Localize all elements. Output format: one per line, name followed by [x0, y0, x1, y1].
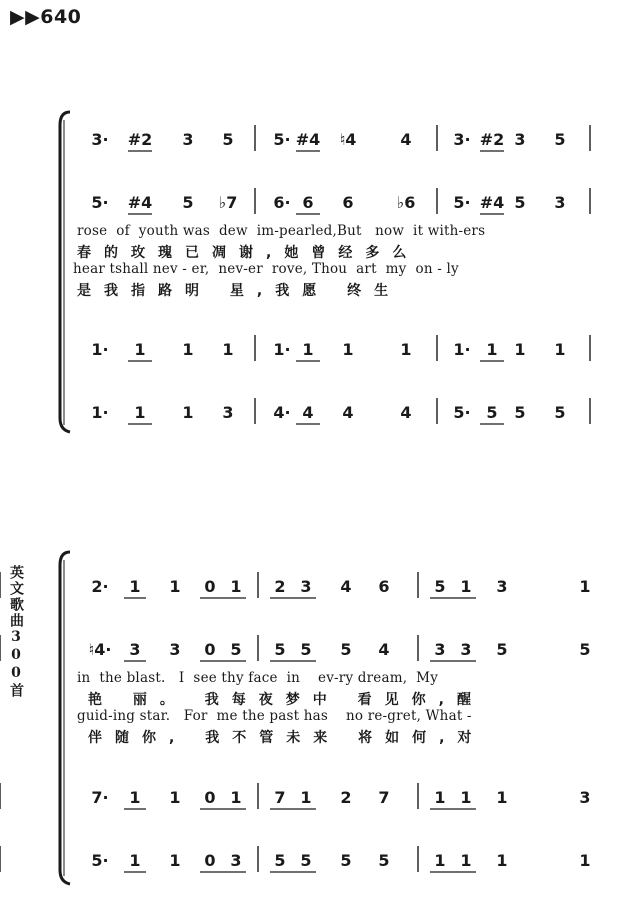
- system1-note: 4: [400, 130, 412, 149]
- system1-note: 1: [134, 340, 146, 359]
- system2-note: 5: [300, 851, 312, 870]
- system1-note: 1: [134, 403, 146, 422]
- system2-note: 1: [300, 788, 312, 807]
- system2-lyric-cn-2: 伴随你, 我不管未来 将如何,对: [88, 730, 485, 746]
- system2-note: 0: [204, 577, 216, 596]
- system2-note: 5: [300, 640, 312, 659]
- system2-note: 1: [169, 577, 181, 596]
- system1-note: 1: [514, 340, 526, 359]
- system1-note: 1·: [453, 340, 471, 359]
- system2-note: 5: [274, 640, 286, 659]
- system2-note: 1: [230, 577, 242, 596]
- system2-note: 7: [378, 788, 390, 807]
- system2-note: 5: [579, 640, 591, 659]
- system1-note: 1·: [273, 340, 291, 359]
- system2-note: 4: [378, 640, 390, 659]
- system1-note: 5·: [273, 130, 291, 149]
- system2-note: 1: [579, 851, 591, 870]
- system1-note: 5: [222, 130, 234, 149]
- system1-note: 1: [342, 340, 354, 359]
- system2-note: 6: [378, 577, 390, 596]
- system1-note: 4: [302, 403, 314, 422]
- system2-note: 1: [230, 788, 242, 807]
- system2-note: 2: [274, 577, 286, 596]
- system2-note: 0: [204, 788, 216, 807]
- system1-note: 1: [486, 340, 498, 359]
- system1-lyric-en-1: rose of youth was dew im-pearled,But now it with-ers: [77, 223, 486, 239]
- system1-note: #2: [479, 130, 505, 149]
- system2-note: 0: [204, 640, 216, 659]
- system1-note: 3: [554, 193, 566, 212]
- system2-note: 1: [460, 577, 472, 596]
- system1-note: 3·: [453, 130, 471, 149]
- system2-note: 1: [460, 851, 472, 870]
- system1-note: 1: [222, 340, 234, 359]
- system2-note: 5: [378, 851, 390, 870]
- system2-note: 2: [340, 788, 352, 807]
- system1-note: 3: [222, 403, 234, 422]
- system2-note: 7·: [91, 788, 109, 807]
- system2-note: 1: [169, 851, 181, 870]
- page-number: ▶▶640: [10, 6, 82, 28]
- system1-note: 1: [554, 340, 566, 359]
- system1-note: 5: [554, 403, 566, 422]
- system1-note: 4: [400, 403, 412, 422]
- system1-note: 1: [302, 340, 314, 359]
- system1-note: 5·: [453, 403, 471, 422]
- system1-note: 5: [514, 403, 526, 422]
- system2-lyric-cn-1: 艳 丽。 我每夜梦中 看见你,醒: [88, 692, 484, 708]
- system1-note: 6: [342, 193, 354, 212]
- system2-note: 3: [300, 577, 312, 596]
- system2-note: 1: [434, 788, 446, 807]
- system2-note: ♮4·: [88, 640, 112, 659]
- system1-note: 5: [486, 403, 498, 422]
- system1-note: 3: [514, 130, 526, 149]
- system1-note: 1: [182, 340, 194, 359]
- system2-note: 3: [230, 851, 242, 870]
- system1-note: 3·: [91, 130, 109, 149]
- system1-lyric-cn-2: 是我指路明 星,我愿 终生: [77, 283, 402, 299]
- system1-note: 5: [182, 193, 194, 212]
- system2-note: 5·: [91, 851, 109, 870]
- system1-lyric-en-2: hear tshall nev - er, nev-er rove, Thou art my on - ly: [73, 261, 459, 277]
- system1-note: #4: [295, 130, 321, 149]
- system1-note: ♭7: [218, 193, 238, 212]
- system2-note: 5: [274, 851, 286, 870]
- system1-note: 1·: [91, 403, 109, 422]
- system1-note: 6·: [273, 193, 291, 212]
- system2-note: 1: [496, 788, 508, 807]
- book-side-title: 英文歌曲300首: [8, 565, 24, 699]
- system1-note: 3: [182, 130, 194, 149]
- system2-note: 3: [460, 640, 472, 659]
- system1-bracket: [60, 112, 70, 432]
- system1-note: 4: [342, 403, 354, 422]
- system1-note: ♭6: [396, 193, 416, 212]
- system1-note: 1: [182, 403, 194, 422]
- system2-note: 1: [496, 851, 508, 870]
- system2-note: 5: [340, 851, 352, 870]
- system2-note: 5: [340, 640, 352, 659]
- system2-note: 3: [496, 577, 508, 596]
- system2-note: 3: [434, 640, 446, 659]
- system2-note: 1: [460, 788, 472, 807]
- system2-note: 0: [204, 851, 216, 870]
- system2-note: 5: [496, 640, 508, 659]
- system1-note: #2: [127, 130, 153, 149]
- system2-note: 1: [579, 577, 591, 596]
- system2-bracket: [60, 552, 70, 884]
- system2-note: 1: [129, 851, 141, 870]
- system1-note: 5: [554, 130, 566, 149]
- system2-lyric-en-2: guid-ing star. For me the past has no re-gret, What -: [77, 708, 472, 724]
- system1-note: 4·: [273, 403, 291, 422]
- system1-note: ♮4: [339, 130, 357, 149]
- system1-note: 5·: [91, 193, 109, 212]
- system2-note: 3: [579, 788, 591, 807]
- system1-note: #4: [127, 193, 153, 212]
- system2-note: 1: [129, 788, 141, 807]
- system1-note: 5: [514, 193, 526, 212]
- system2-note: 2·: [91, 577, 109, 596]
- system2-note: 5: [434, 577, 446, 596]
- system2-note: 3: [169, 640, 181, 659]
- system2-note: 1: [434, 851, 446, 870]
- system2-note: 7: [274, 788, 286, 807]
- system1-note: 5·: [453, 193, 471, 212]
- system2-note: 1: [129, 577, 141, 596]
- system2-note: 1: [169, 788, 181, 807]
- system2-note: 4: [340, 577, 352, 596]
- system1-note: 1·: [91, 340, 109, 359]
- system1-note: 1: [400, 340, 412, 359]
- system2-lyric-en-1: in the blast. I see thy face in ev-ry dream, My: [77, 670, 439, 686]
- system1-lyric-cn-1: 春的玫瑰已凋谢,她曾经多么: [77, 245, 420, 261]
- system2-note: 5: [230, 640, 242, 659]
- system1-note: 6: [302, 193, 314, 212]
- system2-note: 3: [129, 640, 141, 659]
- system1-note: #4: [479, 193, 505, 212]
